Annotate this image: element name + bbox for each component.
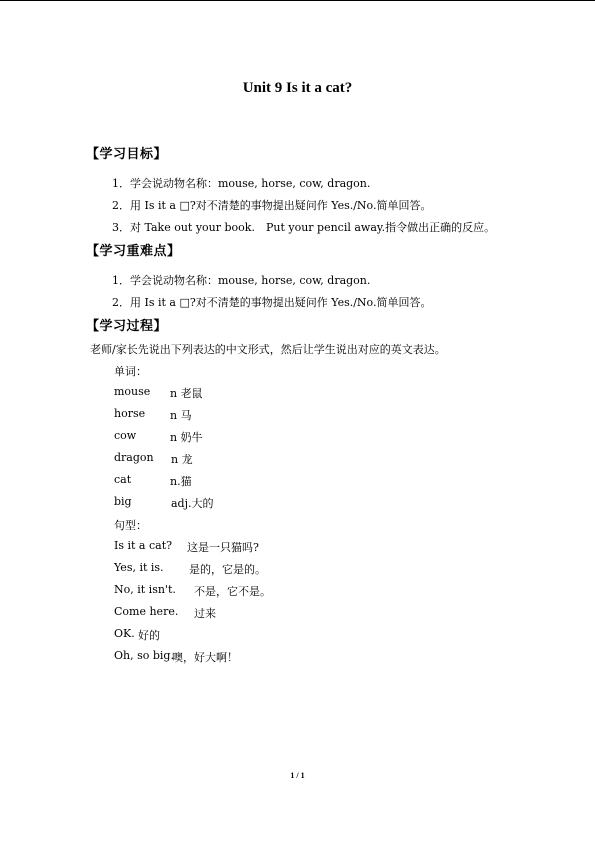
word-en: big: [114, 495, 132, 508]
sentence-en: Come here.: [114, 605, 179, 618]
word-zh: adj.大的: [171, 497, 214, 510]
word-zh: n 老鼠: [170, 387, 203, 400]
word-en: mouse: [114, 385, 151, 398]
key-point-item-2: 2．用 Is it a □?对不清楚的事物提出疑问作 Yes./No.简单回答。: [112, 296, 432, 309]
section-heading-process: 【学习过程】: [86, 319, 168, 334]
words-label: 单词：: [114, 365, 147, 378]
word-en: dragon: [114, 451, 154, 464]
process-intro: 老师/家长先说出下列表达的中文形式，然后让学生说出对应的英文表达。: [90, 343, 446, 356]
sentence-en: OK.: [114, 627, 135, 640]
section-heading-key-points: 【学习重难点】: [86, 244, 181, 259]
word-zh: n 奶牛: [170, 431, 203, 444]
word-en: cow: [114, 429, 137, 442]
word-zh: n 马: [170, 409, 192, 422]
word-zh: n 龙: [171, 453, 193, 466]
sentence-en: Is it a cat?: [114, 539, 173, 552]
sentence-en: No, it isn't.: [114, 583, 176, 596]
page-title: Unit 9 Is it a cat?: [242, 80, 353, 96]
goal-item-3: 3．对 Take out your book. Put your pencil away.指令做出正确的反应。: [112, 221, 496, 234]
key-point-item-1: 1．学会说动物名称：mouse, horse, cow, dragon.: [112, 274, 371, 287]
goal-item-1: 1．学会说动物名称：mouse, horse, cow, dragon.: [112, 177, 371, 190]
goal-item-2: 2．用 Is it a □?对不清楚的事物提出疑问作 Yes./No.简单回答。: [112, 199, 432, 212]
sentence-en: Oh, so big.: [114, 649, 174, 662]
sentence-zh: 这是一只猫吗?: [187, 541, 259, 554]
word-en: cat: [114, 473, 132, 486]
sentences-label: 句型：: [114, 519, 147, 532]
sentence-en: Yes, it is.: [114, 561, 164, 574]
sentence-zh: 不是，它不是。: [194, 585, 271, 598]
sentence-zh: 噢，好大啊！: [172, 651, 238, 664]
section-heading-goals: 【学习目标】: [86, 147, 168, 162]
word-en: horse: [114, 407, 146, 420]
sentence-zh: 是的，它是的。: [189, 563, 266, 576]
sentence-zh: 过来: [194, 607, 216, 620]
word-zh: n.猫: [170, 475, 192, 488]
sentence-zh: 好的: [138, 629, 160, 642]
page-number: 1 / 1: [290, 771, 305, 780]
